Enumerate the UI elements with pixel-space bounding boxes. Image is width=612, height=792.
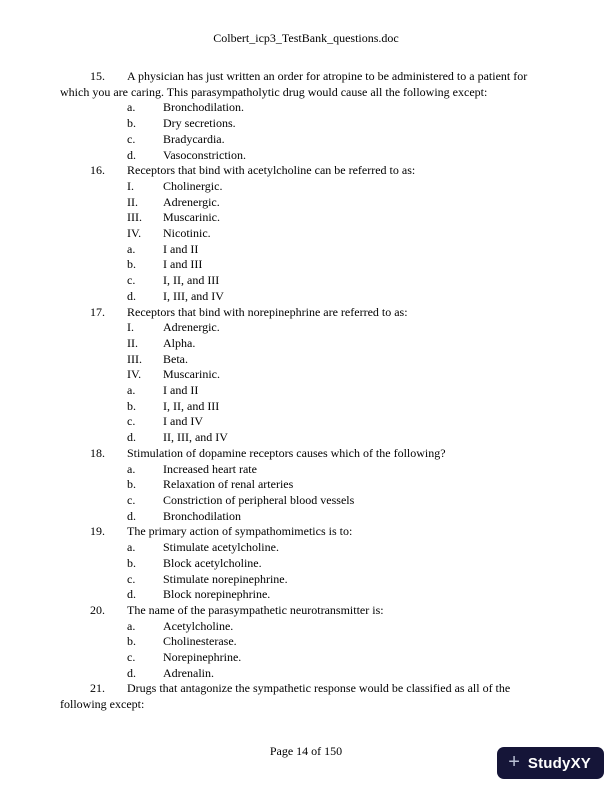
answer-option (60, 352, 556, 368)
studyxy-logo (497, 747, 604, 779)
question-number: 15. (90, 69, 105, 83)
option-text: Vasoconstriction. (163, 147, 246, 162)
option-text: I, II, and III (163, 273, 220, 288)
answer-option (60, 148, 556, 164)
option-text: Bronchodilation. (163, 100, 244, 115)
answer-option (60, 116, 556, 132)
brand-name (528, 755, 591, 772)
option-label: II. (127, 194, 138, 209)
answer-option (60, 100, 556, 116)
answer-option (60, 634, 556, 650)
option-text: Stimulate norepinephrine. (163, 571, 288, 586)
option-text: Alpha. (163, 335, 196, 350)
option-text: II, III, and IV (163, 430, 228, 445)
answer-option (60, 226, 556, 242)
option-text: I and II (163, 241, 199, 256)
option-label: III. (127, 210, 142, 225)
option-label: b. (127, 555, 136, 570)
answer-option (60, 336, 556, 352)
question-text: 19. The primary action of sympathomimetics is to: (90, 524, 353, 539)
answer-option (60, 587, 556, 603)
option-label: b. (127, 398, 136, 413)
option-label: I. (127, 178, 134, 193)
option-text: Adrenergic. (163, 320, 220, 335)
option-label: c. (127, 131, 136, 146)
answer-option (60, 242, 556, 258)
answer-option (60, 493, 556, 509)
question-text: 21. Drugs that antagonize the sympathetic response would be classified as all of the following except: (60, 681, 511, 712)
option-label: a. (127, 618, 136, 633)
question-text: 18. Stimulation of dopamine receptors causes which of the following? (90, 445, 446, 460)
answer-option (60, 540, 556, 556)
option-text: I and II (163, 383, 199, 398)
option-label: I. (127, 320, 134, 335)
brand-xy: XY (570, 754, 591, 772)
option-text: I, II, and III (163, 398, 220, 413)
answer-option (60, 399, 556, 415)
option-label: d. (127, 665, 136, 680)
option-label: c. (127, 571, 136, 586)
question-number: 18. (90, 445, 105, 460)
option-text: Adrenalin. (163, 665, 214, 680)
option-text: Nicotinic. (163, 226, 211, 241)
answer-option (60, 132, 556, 148)
option-label: a. (127, 100, 136, 115)
option-label: III. (127, 351, 142, 366)
option-label: c. (127, 414, 136, 429)
question-text: 17. Receptors that bind with norepinephrine are referred to as: (90, 304, 408, 319)
option-text: Increased heart rate (163, 461, 257, 476)
answer-option (60, 367, 556, 383)
option-label: d. (127, 508, 136, 523)
option-text: Relaxation of renal arteries (163, 477, 294, 492)
option-text: Cholinesterase. (163, 634, 237, 649)
option-label: c. (127, 650, 136, 665)
question-number: 20. (90, 602, 105, 617)
answer-option (60, 556, 556, 572)
option-text: Constriction of peripheral blood vessels (163, 492, 355, 507)
option-label: b. (127, 257, 136, 272)
option-text: Block norepinephrine. (163, 587, 271, 602)
answer-option (60, 383, 556, 399)
option-label: d. (127, 147, 136, 162)
answer-option (60, 257, 556, 273)
answer-option (60, 572, 556, 588)
option-label: c. (127, 492, 136, 507)
option-text: Dry secretions. (163, 116, 236, 131)
answer-option (60, 477, 556, 493)
question-number: 19. (90, 524, 105, 539)
option-text: Block acetylcholine. (163, 555, 262, 570)
option-text: Muscarinic. (163, 210, 220, 225)
question-text: 20. The name of the parasympathetic neurotransmitter is: (90, 602, 384, 617)
answer-option (60, 414, 556, 430)
option-text: I and IV (163, 414, 203, 429)
option-text: Beta. (163, 351, 188, 366)
option-label: a. (127, 540, 136, 555)
option-label: IV. (127, 367, 142, 382)
option-label: IV. (127, 226, 142, 241)
answer-option (60, 179, 556, 195)
question-text: 16. Receptors that bind with acetylcholine can be referred to as: (90, 163, 416, 178)
option-label: a. (127, 383, 136, 398)
answer-option (60, 666, 556, 682)
plus-icon: + (508, 751, 520, 773)
option-label: c. (127, 273, 136, 288)
option-label: d. (127, 430, 136, 445)
option-label: d. (127, 288, 136, 303)
document-title: Colbert_icp3_TestBank_questions.doc (213, 31, 399, 45)
answer-option (60, 430, 556, 446)
option-label: b. (127, 477, 136, 492)
answer-option (60, 195, 556, 211)
answer-option (60, 650, 556, 666)
option-text: Muscarinic. (163, 367, 220, 382)
answer-option (60, 509, 556, 525)
page-number: Page 14 of 150 (269, 744, 343, 758)
answer-option (60, 320, 556, 336)
question-text: 15. A physician has just written an order for atropine to be administered to a patient for which you are caring. This parasympatholytic drug would cause all the following except: (60, 69, 528, 99)
option-text: Cholinergic. (163, 178, 223, 193)
option-label: b. (127, 116, 136, 131)
option-text: Adrenergic. (163, 194, 220, 209)
answer-option (60, 619, 556, 635)
answer-option (60, 289, 556, 305)
option-text: Bronchodilation (163, 508, 241, 523)
option-text: Bradycardia. (163, 131, 225, 146)
option-label: a. (127, 241, 136, 256)
option-label: d. (127, 587, 136, 602)
option-text: Stimulate acetylcholine. (163, 540, 279, 555)
answer-option (60, 462, 556, 478)
option-text: Norepinephrine. (163, 650, 242, 665)
question-number: 17. (90, 304, 105, 319)
option-text: Acetylcholine. (163, 618, 234, 633)
question-number: 21. (90, 681, 105, 696)
brand-study: Study (527, 754, 571, 772)
option-label: II. (127, 335, 138, 350)
option-label: a. (127, 461, 136, 476)
answer-option (60, 210, 556, 226)
option-text: I and III (163, 257, 203, 272)
question-number: 16. (90, 163, 105, 178)
option-text: I, III, and IV (163, 288, 224, 303)
questions-list (60, 69, 556, 713)
option-label: b. (127, 634, 136, 649)
answer-option (60, 273, 556, 289)
